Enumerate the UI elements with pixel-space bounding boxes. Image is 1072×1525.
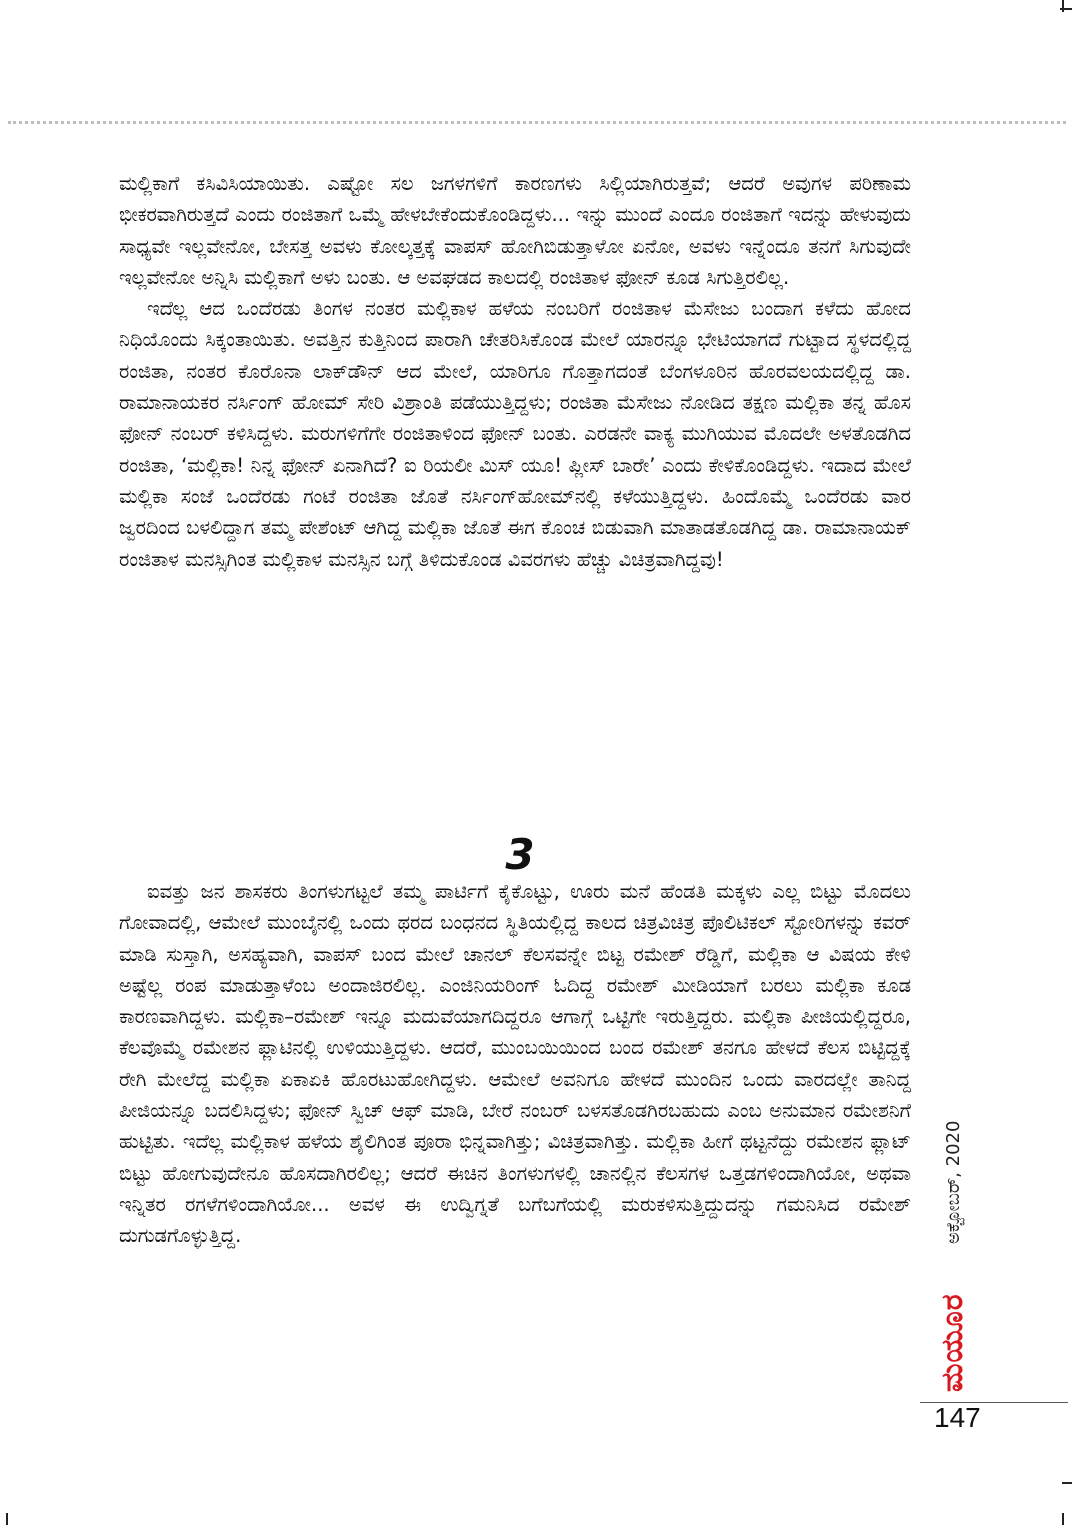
- paragraph: ಐವತ್ತು ಜನ ಶಾಸಕರು ತಿಂಗಳುಗಟ್ಟಲೆ ತಮ್ಮ ಪಾರ್ಟಿಗೆ ಕೈಕೊಟ್ಟು, ಊರು ಮನೆ ಹೆಂಡತಿ ಮಕ್ಕಳು ಎಲ್ಲ ಬಿಟ್ಟು ಮೊದಲು ಗೋವಾದಲ್ಲಿ, ಆಮೇಲೆ ಮುಂಬೈನಲ್ಲಿ ಒಂದು ಥರದ ಬಂಧನದ ಸ್ಥಿತಿಯಲ್ಲಿದ್ದ ಕಾಲದ ಚಿತ್ರವಿಚಿತ್ರ ಪೊಲಿಟಿಕಲ್ ಸ್ಟೋರಿಗಳನ್ನು ಕವರ್ ಮಾಡಿ ಸುಸ್ತಾಗಿ, ಅಸಹ್ಯವಾಗಿ, ವಾಪಸ್ ಬಂದ ಮೇಲೆ ಚಾನಲ್ ಕೆಲಸವನ್ನೇ ಬಿಟ್ಟ ರಮೇಶ್ ರೆಡ್ಡಿಗೆ, ಮಲ್ಲಿಕಾ ಆ ವಿಷಯ ಕೇಳಿ ಅಷ್ಟೆಲ್ಲ ರಂಪ ಮಾಡುತ್ತಾಳೆಂಬ ಅಂದಾಜಿರಲಿಲ್ಲ. ಎಂಜಿನಿಯರಿಂಗ್ ಓದಿದ್ದ ರಮೇಶ್ ಮೀಡಿಯಾಗೆ ಬರಲು ಮಲ್ಲಿಕಾ ಕೂಡ ಕಾರಣವಾಗಿದ್ದಳು. ಮಲ್ಲಿಕಾ–ರಮೇಶ್ ಇನ್ನೂ ಮದುವೆಯಾಗದಿದ್ದರೂ ಆಗಾಗ್ಗೆ ಒಟ್ಟಿಗೇ ಇರುತ್ತಿದ್ದರು. ಮಲ್ಲಿಕಾ ಪೀಜಿಯಲ್ಲಿದ್ದರೂ, ಕೆಲವೊಮ್ಮೆ ರಮೇಶನ ಫ್ಲಾಟಿನಲ್ಲಿ ಉಳಿಯುತ್ತಿದ್ದಳು. ಆದರೆ, ಮುಂಬಯಿಯಿಂದ ಬಂದ ರಮೇಶ್ ತನಗೂ ಹೇಳದೆ ಕೆಲಸ ಬಿಟ್ಟಿದ್ದಕ್ಕೆ ರೇಗಿ ಮೇಲೆದ್ದ ಮಲ್ಲಿಕಾ ಏಕಾಏಕಿ ಹೊರಟುಹೋಗಿದ್ದಳು. ಆಮೇಲೆ ಅವನಿಗೂ ಹೇಳದೆ ಮುಂದಿನ ಒಂದು ವಾರದಲ್ಲೇ ತಾನಿದ್ದ ಪೀಜಿಯನ್ನೂ ಬದಲಿಸಿದ್ದಳು; ಫೋನ್ ಸ್ವಿಚ್ ಆಫ್ ಮಾಡಿ, ಬೇರೆ ನಂಬರ್ ಬಳಸತೊಡಗಿರಬಹುದು ಎಂಬ ಅನುಮಾನ ರಮೇಶನಿಗೆ ಹುಟ್ಟಿತು. ಇದೆಲ್ಲ ಮಲ್ಲಿಕಾಳ ಹಳೆಯ ಶೈಲಿಗಿಂತ ಪೂರಾ ಭಿನ್ನವಾಗಿತ್ತು; ವಿಚಿತ್ರವಾಗಿತ್ತು. ಮಲ್ಲಿಕಾ ಹೀಗೆ ಥಟ್ಟನೆದ್ದು ರಮೇಶನ ಫ್ಲಾಟ್ ಬಿಟ್ಟು ಹೋಗುವುದೇನೂ ಹೊಸದಾಗಿರಲಿಲ್ಲ; ಆದರೆ ಈಚಿನ ತಿಂಗಳುಗಳಲ್ಲಿ ಚಾನಲ್ಲಿನ ಕೆಲಸಗಳ ಒತ್ತಡಗಳಿಂದಾಗಿಯೋ, ಅಥವಾ ಇನ್ನಿತರ ರಗಳೆಗಳಿಂದಾಗಿಯೋ... ಅವಳ ಈ ಉದ್ವಿಗ್ನತೆ ಬಗೆಬಗೆಯಲ್ಲಿ ಮರುಕಳಿಸುತ್ತಿದ್ದುದನ್ನು ಗಮನಿಸಿದ ರಮೇಶ್ ದುಗುಡಗೊಳ್ಳುತ್ತಿದ್ದ.: [119, 880, 911, 1248]
- crop-mark: [1062, 1513, 1064, 1525]
- top-dotted-rule: [8, 121, 1066, 124]
- crop-mark: [1060, 8, 1072, 10]
- issue-date: ಅಕ್ಟೋಬರ್, 2020: [943, 1120, 964, 1244]
- section-number: 3: [505, 830, 535, 879]
- article-body-part-1: [119, 168, 911, 575]
- article-body-part-2: [119, 876, 911, 1252]
- page-number: 147: [934, 1402, 981, 1433]
- crop-mark: [1062, 1482, 1072, 1484]
- magazine-masthead: ಮಯೂರ: [935, 1293, 970, 1392]
- crop-mark: [6, 1513, 8, 1525]
- crop-mark: [1062, 0, 1064, 12]
- paragraph: ಮಲ್ಲಿಕಾಗೆ ಕಸಿವಿಸಿಯಾಯಿತು. ಎಷ್ಟೋ ಸಲ ಜಗಳಗಳಿಗೆ ಕಾರಣಗಳು ಸಿಲ್ಲಿಯಾಗಿರುತ್ತವೆ; ಆದರೆ ಅವುಗಳ ಪರಿಣಾಮ ಭೀಕರವಾಗಿರುತ್ತದೆ ಎಂದು ರಂಜಿತಾಗೆ ಒಮ್ಮೆ ಹೇಳಬೇಕೆಂದುಕೊಂಡಿದ್ದಳು... ಇನ್ನು ಮುಂದೆ ಎಂದೂ ರಂಜಿತಾಗೆ ಇದನ್ನು ಹೇಳುವುದು ಸಾಧ್ಯವೇ ಇಲ್ಲವೇನೋ, ಬೇಸತ್ತ ಅವಳು ಕೋಲ್ಕತ್ತಕ್ಕೆ ವಾಪಸ್ ಹೋಗಿಬಿಡುತ್ತಾಳೋ ಏನೋ, ಅವಳು ಇನ್ನೆಂದೂ ತನಗೆ ಸಿಗುವುದೇ ಇಲ್ಲವೇನೋ ಅನ್ನಿಸಿ ಮಲ್ಲಿಕಾಗೆ ಅಳು ಬಂತು. ಆ ಅವಘಡದ ಕಾಲದಲ್ಲಿ ರಂಜಿತಾಳ ಫೋನ್ ಕೂಡ ಸಿಗುತ್ತಿರಲಿಲ್ಲ.: [119, 172, 911, 289]
- paragraph: ಇದೆಲ್ಲ ಆದ ಒಂದೆರಡು ತಿಂಗಳ ನಂತರ ಮಲ್ಲಿಕಾಳ ಹಳೆಯ ನಂಬರಿಗೆ ರಂಜಿತಾಳ ಮೆಸೇಜು ಬಂದಾಗ ಕಳೆದು ಹೋದ ನಿಧಿಯೊಂದು ಸಿಕ್ಕಂತಾಯಿತು. ಅವತ್ತಿನ ಕುತ್ತಿನಿಂದ ಪಾರಾಗಿ ಚೇತರಿಸಿಕೊಂಡ ಮೇಲೆ ಯಾರನ್ನೂ ಭೇಟಿಯಾಗದೆ ಗುಟ್ಟಾದ ಸ್ಥಳದಲ್ಲಿದ್ದ ರಂಜಿತಾ, ನಂತರ ಕೊರೊನಾ ಲಾಕ್‌ಡೌನ್ ಆದ ಮೇಲೆ, ಯಾರಿಗೂ ಗೊತ್ತಾಗದಂತೆ ಬೆಂಗಳೂರಿನ ಹೊರವಲಯದಲ್ಲಿದ್ದ ಡಾ. ರಾಮಾನಾಯಕರ ನರ್ಸಿಂಗ್ ಹೋಮ್ ಸೇರಿ ವಿಶ್ರಾಂತಿ ಪಡೆಯುತ್ತಿದ್ದಳು; ರಂಜಿತಾ ಮೆಸೇಜು ನೋಡಿದ ತಕ್ಷಣ ಮಲ್ಲಿಕಾ ತನ್ನ ಹೊಸ ಫೋನ್ ನಂಬರ್ ಕಳಿಸಿದ್ದಳು. ಮರುಗಳಿಗೆಗೇ ರಂಜಿತಾಳಿಂದ ಫೋನ್ ಬಂತು. ಎರಡನೇ ವಾಕ್ಯ ಮುಗಿಯುವ ಮೊದಲೇ ಅಳತೊಡಗಿದ ರಂಜಿತಾ, ‘ಮಲ್ಲಿಕಾ! ನಿನ್ನ ಫೋನ್ ಏನಾಗಿದೆ? ಐ ರಿಯಲೀ ಮಿಸ್ ಯೂ! ಪ್ಲೀಸ್ ಬಾರೇ’ ಎಂದು ಕೇಳಿಕೊಂಡಿದ್ದಳು. ಇದಾದ ಮೇಲೆ ಮಲ್ಲಿಕಾ ಸಂಜೆ ಒಂದೆರಡು ಗಂಟೆ ರಂಜಿತಾ ಜೊತೆ ನರ್ಸಿಂಗ್‌ಹೋಮ್‌ನಲ್ಲಿ ಕಳೆಯುತ್ತಿದ್ದಳು. ಹಿಂದೊಮ್ಮೆ ಒಂದೆರಡು ವಾರ ಜ್ವರದಿಂದ ಬಳಲಿದ್ದಾಗ ತಮ್ಮ ಪೇಶೆಂಟ್ ಆಗಿದ್ದ ಮಲ್ಲಿಕಾ ಜೊತೆ ಈಗ ಕೊಂಚ ಬಿಡುವಾಗಿ ಮಾತಾಡತೊಡಗಿದ್ದ ಡಾ. ರಾಮಾನಾಯಕ್ ರಂಜಿತಾಳ ಮನಸ್ಸಿಗಿಂತ ಮಲ್ಲಿಕಾಳ ಮನಸ್ಸಿನ ಬಗ್ಗೆ ತಿಳಿದುಕೊಂಡ ವಿವರಗಳು ಹೆಚ್ಚು ವಿಚಿತ್ರವಾಗಿದ್ದವು!: [119, 297, 911, 571]
